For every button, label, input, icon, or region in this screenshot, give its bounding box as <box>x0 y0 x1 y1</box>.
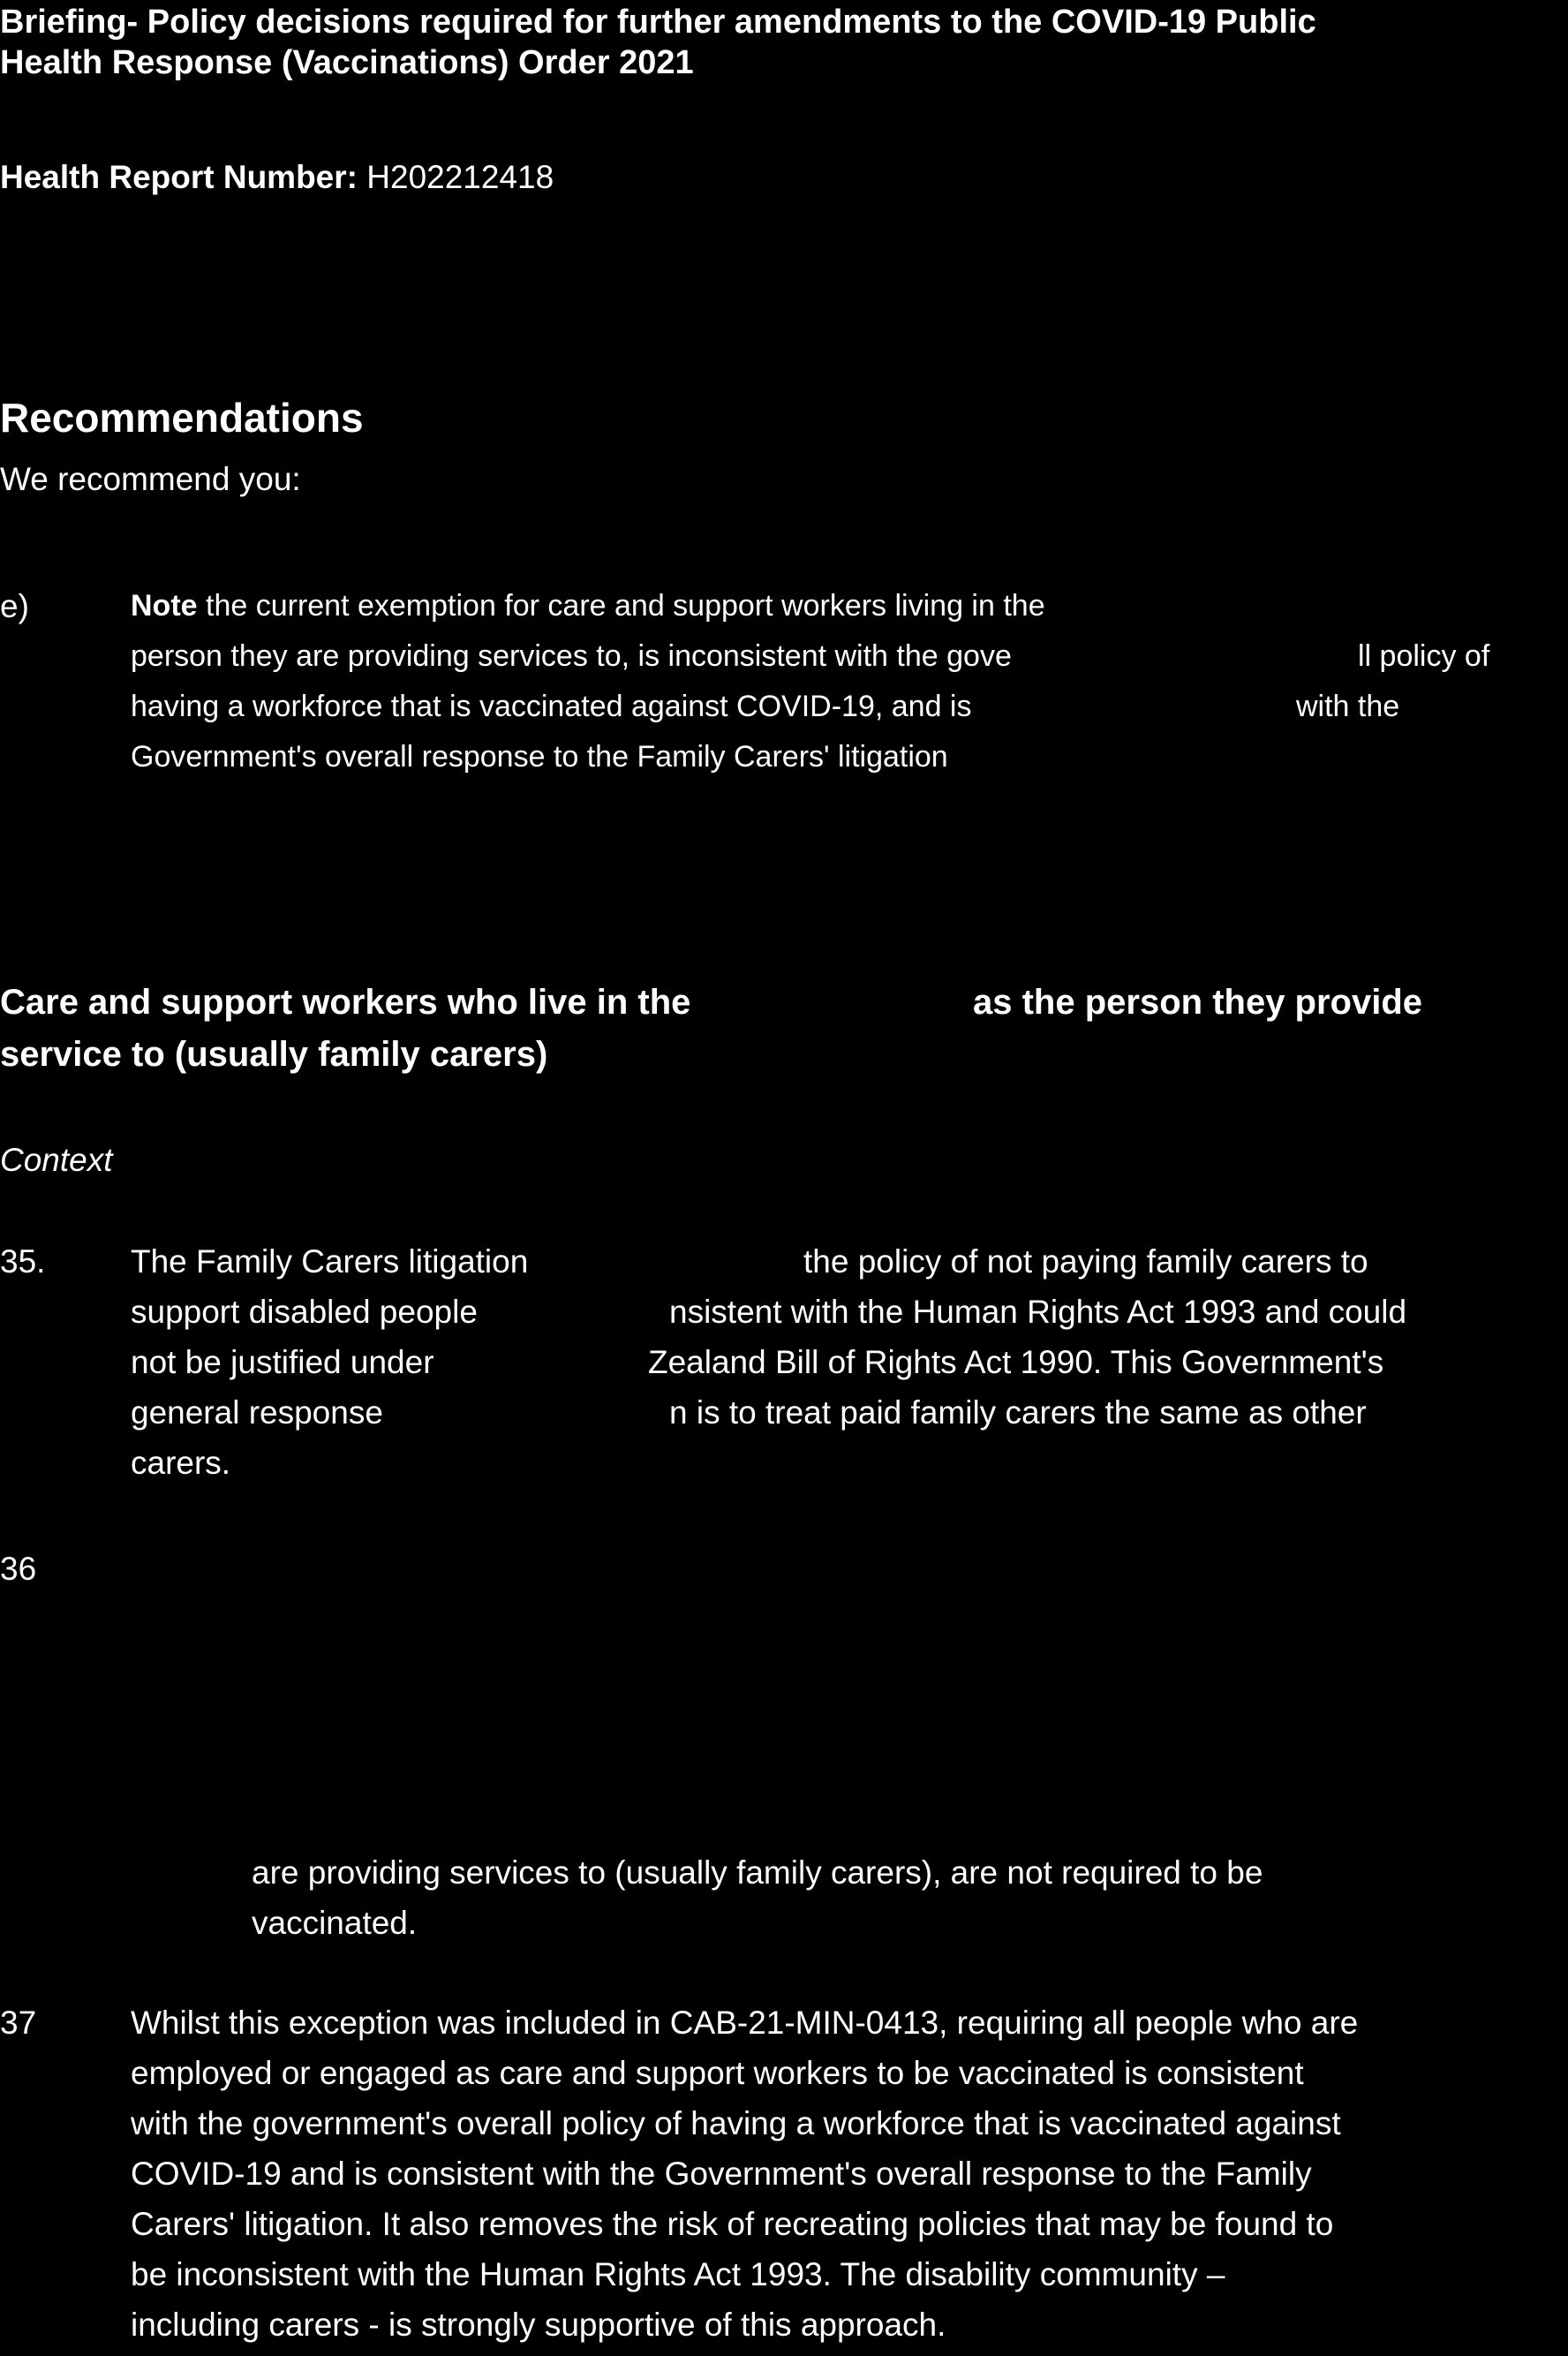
paragraph-37-line-2: employed or engaged as care and support workers to be vaccinated is consistent <box>131 2055 1304 2091</box>
paragraph-37-number: 37 <box>0 2005 37 2041</box>
recommendations-heading: Recommendations <box>0 395 364 441</box>
recommendation-e-line-3: having a workforce that is vaccinated against COVID-19, and is <box>131 690 972 723</box>
recommendation-e-line-1-text: the current exemption for care and support workers living in the <box>197 589 1045 623</box>
document-title-line-2: Health Response (Vaccinations) Order 2021 <box>0 44 694 81</box>
recommendations-intro: We recommend you: <box>0 461 301 497</box>
recommendation-e-line-3-right: with the <box>1296 690 1400 723</box>
paragraph-35-line-3-right: Zealand Bill of Rights Act 1990. This Government's <box>648 1344 1384 1380</box>
paragraph-35-line-1-left: The Family Carers litigation <box>131 1243 529 1280</box>
recommendation-e-line-2-right: ll policy of <box>1358 639 1490 673</box>
report-number-line <box>0 159 554 196</box>
document-title-line-1: Briefing- Policy decisions required for further amendments to the COVID-19 Public <box>0 4 1316 41</box>
paragraph-37-line-1: Whilst this exception was included in CAB-21-MIN-0413, requiring all people who are <box>131 2005 1359 2041</box>
paragraph-35-line-5: carers. <box>131 1445 231 1481</box>
paragraph-35-line-2-left: support disabled people <box>131 1294 478 1330</box>
paragraph-37-line-5: Carers' litigation. It also removes the risk of recreating policies that may be found to <box>131 2206 1334 2242</box>
section-heading-line-1-left: Care and support workers who live in the <box>0 983 691 1022</box>
paragraph-37-line-7: including carers - is strongly supportive of this approach. <box>131 2307 946 2343</box>
recommendation-e-line-1 <box>131 581 1045 631</box>
paragraph-37-line-6: be inconsistent with the Human Rights Act 1993. The disability community – <box>131 2256 1225 2292</box>
paragraph-35-line-2-right: nsistent with the Human Rights Act 1993 and could <box>669 1294 1407 1330</box>
section-heading-line-1-right: as the person they provide <box>973 983 1423 1022</box>
context-label: Context <box>0 1142 113 1178</box>
section-heading-line-2: service to (usually family carers) <box>0 1035 548 1074</box>
paragraph-35-line-4-right: n is to treat paid family carers the same as other <box>669 1394 1367 1431</box>
report-number-label: Health Report Number: <box>0 159 358 195</box>
paragraph-36-number: 36 <box>0 1551 37 1587</box>
report-number-value: H202212418 <box>366 159 554 195</box>
paragraph-35-line-1-right: the policy of not paying family carers to <box>803 1243 1368 1280</box>
paragraph-35-line-3-left: not be justified under <box>131 1344 434 1380</box>
recommendation-e-line-2: person they are providing services to, is inconsistent with the gove <box>131 639 1012 673</box>
recommendation-e-line-4: Government's overall response to the Family Carers' litigation <box>131 740 948 774</box>
paragraph-36-line-1: are providing services to (usually family carers), are not required to be <box>252 1854 1263 1891</box>
recommendation-e-marker: e) <box>0 588 29 624</box>
paragraph-35-line-4-left: general response <box>131 1394 383 1431</box>
paragraph-37-line-3: with the government's overall policy of having a workforce that is vaccinated against <box>131 2105 1341 2141</box>
paragraph-36-line-2: vaccinated. <box>252 1905 418 1941</box>
paragraph-35-number: 35. <box>0 1243 46 1280</box>
recommendation-e-note-word: Note <box>131 589 198 623</box>
paragraph-37-line-4: COVID-19 and is consistent with the Government's overall response to the Family <box>131 2156 1312 2192</box>
